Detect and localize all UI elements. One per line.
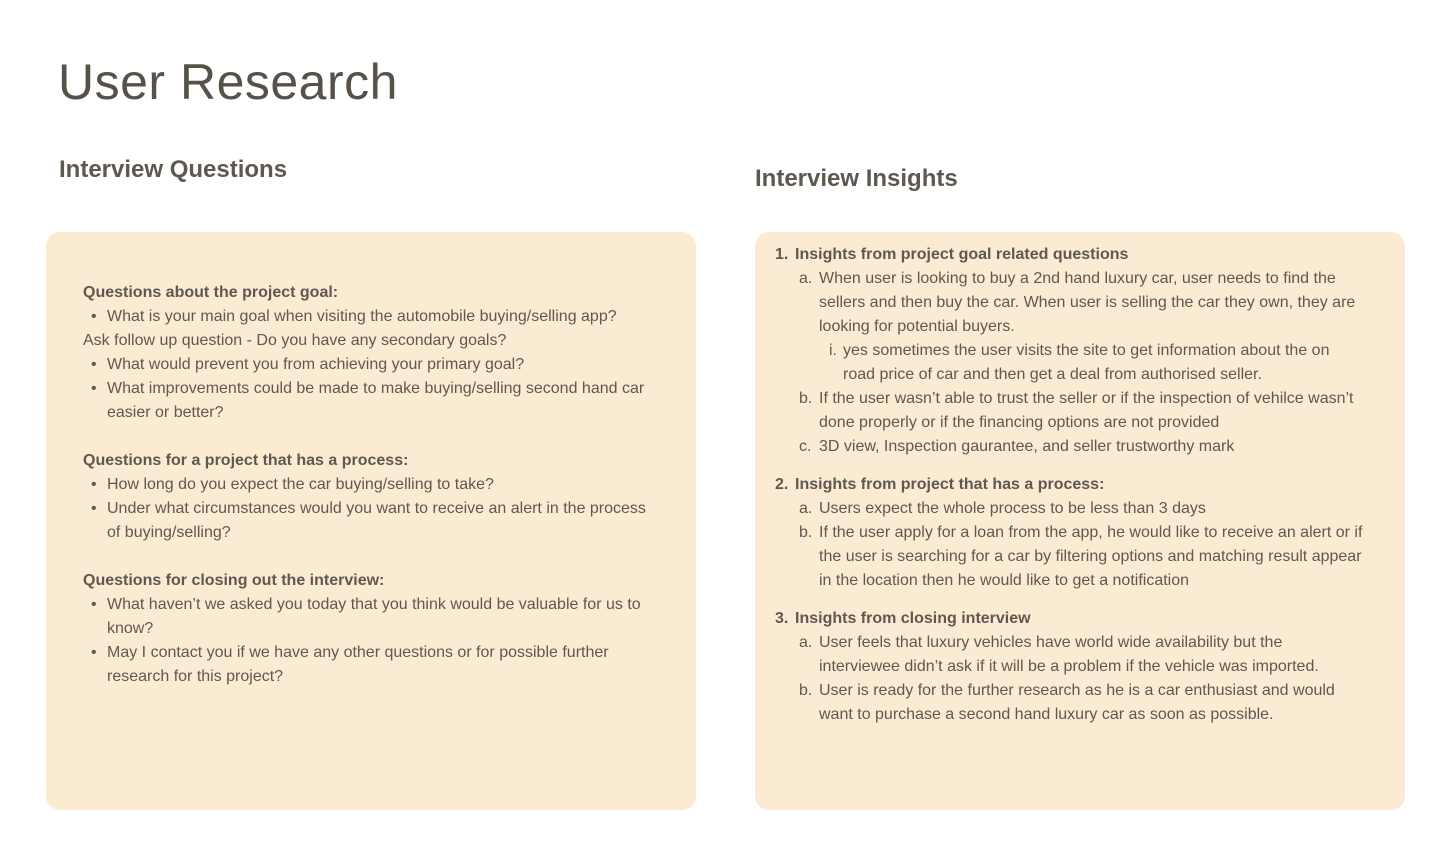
interview-insights-card — [755, 232, 1405, 810]
question-list — [83, 305, 660, 329]
insight-item — [775, 267, 1365, 387]
insight-group-number: 2. — [775, 476, 789, 493]
question-group-heading: Questions about the project goal: — [83, 284, 339, 301]
insight-group-closing — [775, 607, 1365, 727]
insight-group-title: Insights from project that has a process: — [795, 476, 1105, 493]
insight-group-project-goal — [775, 243, 1365, 459]
insight-group-heading — [775, 243, 1365, 267]
question-group-heading: Questions for closing out the interview: — [83, 572, 385, 589]
question-group-process — [83, 449, 660, 545]
insight-group-heading — [775, 607, 1365, 631]
insight-item — [775, 521, 1365, 593]
insight-text: User is ready for the further research as he is a car enthusiast and would want to purchase a second hand luxury car as soon as possible. — [819, 682, 1335, 723]
page-title: User Research — [58, 54, 398, 110]
interview-insights-heading: Interview Insights — [755, 165, 958, 192]
interview-questions-heading: Interview Questions — [59, 156, 288, 183]
question-item: • How long do you expect the car buying/selling to take? — [83, 473, 660, 497]
insight-marker: b. — [799, 390, 813, 407]
insight-submarker: i. — [829, 342, 837, 359]
insight-text: Users expect the whole process to be less than 3 days — [819, 500, 1206, 517]
insight-sublist — [819, 339, 1365, 387]
insight-group-number: 3. — [775, 610, 789, 627]
insight-text: If the user apply for a loan from the app, he would like to receive an alert or if the user is searching for a car by filtering options and matching result appear in the location then he would like to get a notification — [819, 524, 1363, 589]
insight-text: User feels that luxury vehicles have world wide availability but the interviewee didn’t ask if it will be a problem if the vehicle was imported. — [819, 634, 1319, 675]
insight-item — [775, 435, 1365, 459]
insight-subitem — [819, 339, 1365, 387]
question-group-heading: Questions for a project that has a process: — [83, 452, 409, 469]
question-item: • May I contact you if we have any other questions or for possible further research for this project? — [83, 641, 660, 689]
insight-item — [775, 497, 1365, 521]
insight-text: 3D view, Inspection gaurantee, and seller trustworthy mark — [819, 438, 1235, 455]
insight-marker: b. — [799, 524, 813, 541]
insight-item — [775, 387, 1365, 435]
question-item: • What would prevent you from achieving your primary goal? — [83, 353, 660, 377]
question-group-project-goal — [83, 281, 660, 425]
insight-list — [775, 267, 1365, 459]
insight-text: If the user wasn’t able to trust the seller or if the inspection of vehilce wasn’t done properly or if the financing options are not provided — [819, 390, 1354, 431]
insight-group-title: Insights from closing interview — [795, 610, 1031, 627]
insight-marker: c. — [799, 438, 812, 455]
insight-item — [775, 679, 1365, 727]
insight-group-number: 1. — [775, 246, 789, 263]
insight-subtext: yes sometimes the user visits the site to get information about the on road price of car and then get a deal from authorised seller. — [843, 342, 1330, 383]
question-list — [83, 353, 660, 425]
insight-marker: b. — [799, 682, 813, 699]
insight-group-process — [775, 473, 1365, 593]
insight-list — [775, 497, 1365, 593]
insight-text: When user is looking to buy a 2nd hand luxury car, user needs to find the sellers and then buy the car. When user is selling the car they own, they are looking for potential buyers. — [819, 270, 1356, 335]
insight-list — [775, 631, 1365, 727]
insight-group-title: Insights from project goal related questions — [795, 246, 1129, 263]
question-list — [83, 473, 660, 545]
question-group-closing — [83, 569, 660, 689]
question-item: • Under what circumstances would you want to receive an alert in the process of buying/selling? — [83, 497, 660, 545]
insight-group-heading — [775, 473, 1365, 497]
question-item: • What haven’t we asked you today that you think would be valuable for us to know? — [83, 593, 660, 641]
interview-questions-card — [46, 232, 696, 810]
question-list — [83, 593, 660, 689]
followup-question: Ask follow up question - Do you have any secondary goals? — [83, 332, 507, 349]
question-item: • What is your main goal when visiting the automobile buying/selling app? — [83, 305, 660, 329]
insight-marker: a. — [799, 270, 813, 287]
question-item: • What improvements could be made to make buying/selling second hand car easier or better? — [83, 377, 660, 425]
insight-marker: a. — [799, 634, 813, 651]
insight-item — [775, 631, 1365, 679]
insight-marker: a. — [799, 500, 813, 517]
